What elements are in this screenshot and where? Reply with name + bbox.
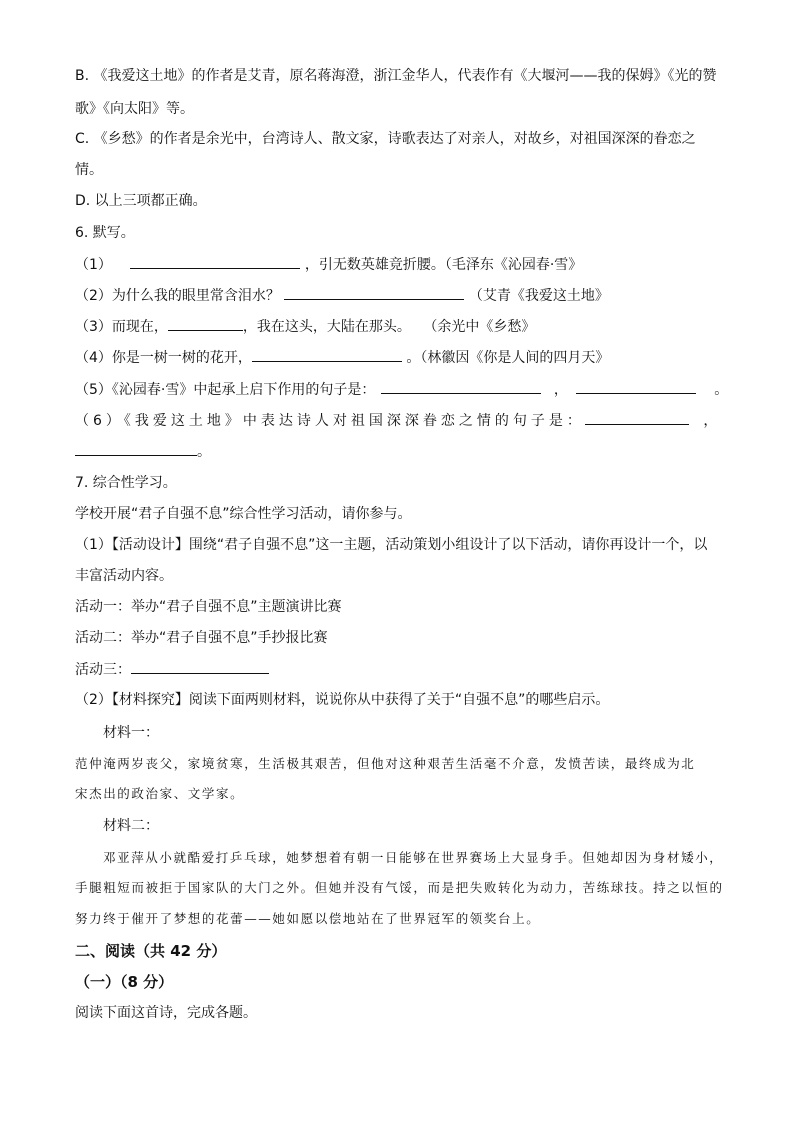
option-b-line2: 歌》《向太阳》等。 <box>75 101 194 117</box>
item-text: 你是一树一树的花开， <box>111 350 252 366</box>
recite-item-4 <box>75 347 609 368</box>
item-text: ，我在这头，大陆在那头。 <box>242 319 411 335</box>
material2-line2: 手腿粗短而被拒于国家队的大门之外。但她并没有气馁，而是把失败转化为动力，苦练球技。持之以恒的 <box>75 880 724 895</box>
material1-label: 材料一： <box>103 725 159 741</box>
material1-line2: 宋杰出的政治家、文学家。 <box>75 786 245 801</box>
option-d: D. 以上三项都正确。 <box>75 193 207 209</box>
section2-heading: 二、阅读（共 42 分） <box>75 942 227 960</box>
item-source: （余光中《乡愁》 <box>423 319 536 335</box>
part2-prompt: （2）【材料探究】阅读下面两则材料，说说你从中获得了关于“自强不息”的哪些启示。 <box>75 692 610 708</box>
item-text: ， <box>553 382 568 398</box>
material2-line1: 邓亚萍从小就酷爱打乒乓球，她梦想着有朝一日能够在世界赛场上大显身手。但她却因为身材矮小， <box>103 850 724 865</box>
item-text: 《沁园春·雪》中起承上启下作用的句子是： <box>111 382 376 398</box>
recite-item-1 <box>75 254 582 275</box>
answer-blank[interactable] <box>576 379 696 394</box>
recite-item-6 <box>75 410 721 431</box>
answer-blank[interactable] <box>381 379 541 394</box>
item-text: 。 <box>197 444 211 460</box>
answer-blank[interactable] <box>168 316 243 331</box>
recite-item-2 <box>75 285 609 306</box>
item-source: （艾青《我爱这土地》 <box>468 288 609 304</box>
recite-item-6-cont <box>75 441 211 462</box>
question7-intro: 学校开展“君子自强不息”综合性学习活动，请你参与。 <box>75 506 412 522</box>
part1-line2: 丰富活动内容。 <box>75 568 173 584</box>
item-text: ，引无数英雄竞折腰。（毛泽东《沁园春·雪》 <box>304 257 583 273</box>
question6-title: 6. 默写。 <box>75 225 135 241</box>
question7-title: 7. 综合性学习。 <box>75 475 177 491</box>
item-source: 。（林徽因《你是人间的四月天》 <box>406 350 610 366</box>
answer-blank[interactable] <box>284 285 464 300</box>
item-text: 为什么我的眼里常含泪水？ <box>111 288 280 304</box>
answer-blank[interactable] <box>131 659 269 674</box>
item-text: ， <box>703 413 722 429</box>
activity-1: 活动一：举办“君子自强不息”主题演讲比赛 <box>75 599 342 615</box>
item-text: 《我爱这土地》中表达诗人对祖国深深眷恋之情的句子是： <box>123 413 585 429</box>
section2-instruction: 阅读下面这首诗，完成各题。 <box>75 1005 257 1021</box>
recite-item-5 <box>75 379 728 400</box>
option-b-line1: B. 《我爱这土地》的作者是艾青，原名蒋海澄，浙江金华人，代表作有《大堰河——我的保姆》《光的赞 <box>75 68 717 84</box>
activity-3 <box>75 659 269 680</box>
answer-blank[interactable] <box>252 347 402 362</box>
part1-line1: （1）【活动设计】围绕“君子自强不息”这一主题，活动策划小组设计了以下活动，请你再设计一个，以 <box>75 537 708 553</box>
section2-subheading: （一）（8 分） <box>75 973 174 991</box>
item-number: （2） <box>75 288 112 304</box>
item-number: （1） <box>75 257 112 273</box>
option-c-line1: C. 《乡愁》的作者是余光中，台湾诗人、散文家，诗歌表达了对亲人，对故乡，对祖国深深的眷恋之 <box>75 131 696 147</box>
item-number: （5） <box>75 382 112 398</box>
option-c-line2: 情。 <box>75 162 103 178</box>
material1-line1: 范仲淹两岁丧父，家境贫寒，生活极其艰苦，但他对这种艰苦生活毫不介意，发愤苦读，最终成为北 <box>75 756 696 771</box>
answer-blank[interactable] <box>130 254 300 269</box>
item-number: （3） <box>75 319 112 335</box>
activity-3-label: 活动三： <box>75 662 131 678</box>
answer-blank[interactable] <box>585 410 689 425</box>
answer-blank[interactable] <box>75 441 197 456</box>
item-number: （6） <box>75 413 124 429</box>
recite-item-3 <box>75 316 535 337</box>
material2-line3: 努力终于催开了梦想的花蕾——她如愿以偿地站在了世界冠军的领奖台上。 <box>75 911 541 926</box>
material2-label: 材料二： <box>103 818 159 834</box>
item-number: （4） <box>75 350 112 366</box>
activity-2: 活动二：举办“君子自强不息”手抄报比赛 <box>75 630 328 646</box>
item-text: 。 <box>714 382 729 398</box>
item-text: 而现在， <box>111 319 168 335</box>
